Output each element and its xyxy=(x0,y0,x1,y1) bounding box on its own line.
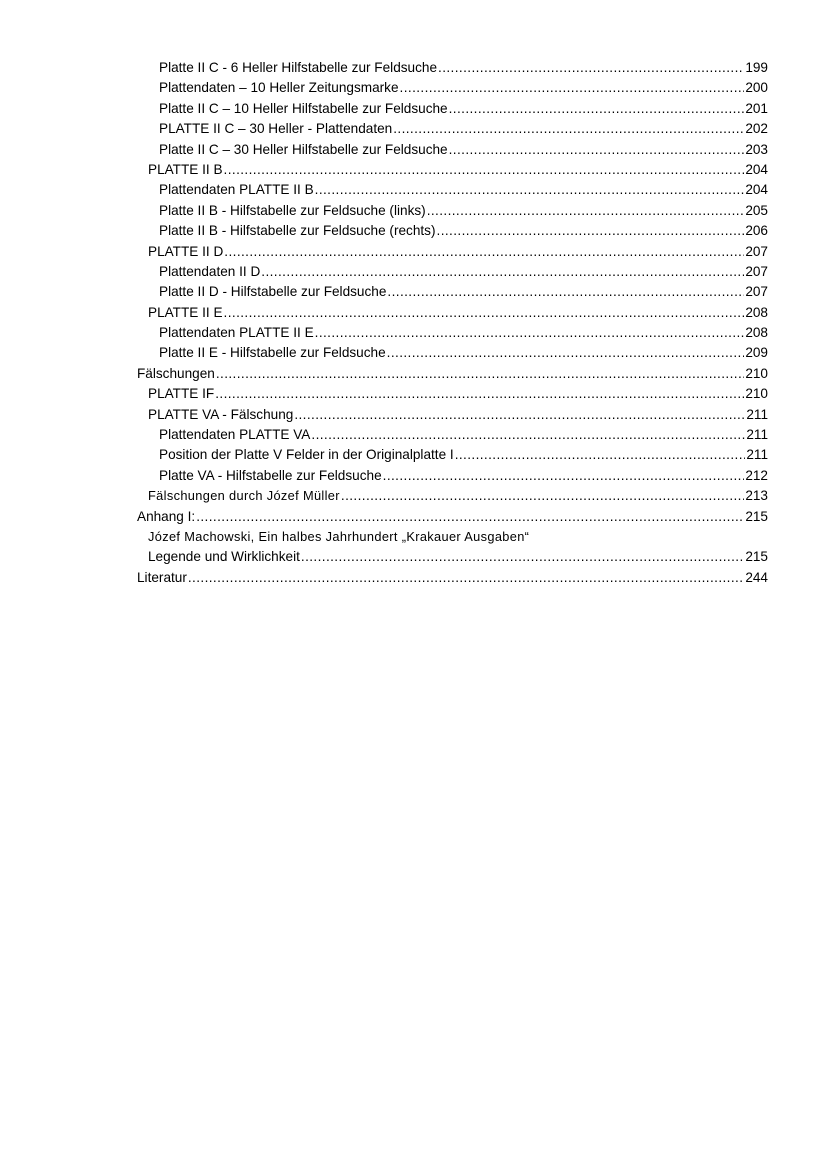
toc-entry[interactable] xyxy=(137,78,768,98)
toc-dot-leader xyxy=(301,547,744,567)
toc-entry-page: 203 xyxy=(745,141,768,157)
toc-entry-page: 204 xyxy=(745,182,768,198)
toc-dot-leader xyxy=(224,160,745,180)
toc-entry-page: 205 xyxy=(745,202,768,218)
toc-dot-leader xyxy=(224,303,745,323)
toc-entry-page: 211 xyxy=(746,447,768,463)
toc-entry-title: Fälschungen durch Józef Müller xyxy=(148,488,340,504)
toc-entry-title: Platte II B - Hilfstabelle zur Feldsuche (links) xyxy=(159,202,426,218)
toc-entry[interactable] xyxy=(137,140,768,160)
toc-entry[interactable] xyxy=(137,201,768,221)
toc-entry-page: 210 xyxy=(745,386,768,402)
toc-entry-page: 213 xyxy=(745,488,768,504)
toc-entry-title: Position der Platte V Felder in der Originalplatte I xyxy=(159,447,454,463)
table-of-contents xyxy=(137,58,768,588)
toc-dot-leader xyxy=(438,58,744,78)
toc-entry-title: Anhang I: xyxy=(137,508,196,524)
toc-entry[interactable] xyxy=(137,323,768,343)
toc-entry-title: Plattendaten PLATTE VA xyxy=(159,427,311,443)
toc-entry[interactable] xyxy=(137,405,768,425)
toc-dot-leader xyxy=(341,486,744,506)
toc-entry[interactable] xyxy=(137,160,768,180)
toc-entry-page: 211 xyxy=(746,406,768,422)
toc-dot-leader xyxy=(196,507,744,527)
toc-entry[interactable] xyxy=(137,262,768,282)
toc-entry-title-line[interactable]: Józef Machowski, Ein halbes Jahrhundert „Krakauer Ausgaben“ xyxy=(148,528,530,544)
toc-entry[interactable] xyxy=(137,568,768,588)
toc-entry-title: PLATTE II D xyxy=(148,243,224,259)
toc-entry[interactable] xyxy=(137,343,768,363)
toc-entry[interactable] xyxy=(137,58,768,78)
toc-dot-leader xyxy=(315,180,745,200)
toc-entry-page: 201 xyxy=(745,100,768,116)
toc-entry-page: 208 xyxy=(745,304,768,320)
toc-entry-title: Platte II E - Hilfstabelle zur Feldsuche xyxy=(159,345,386,361)
toc-dot-leader xyxy=(188,568,744,588)
toc-entry[interactable] xyxy=(137,466,768,486)
toc-dot-leader xyxy=(400,78,745,98)
toc-dot-leader xyxy=(294,405,745,425)
toc-entry-title: PLATTE VA - Fälschung xyxy=(148,406,294,422)
toc-entry-page: 209 xyxy=(745,345,768,361)
toc-entry-title: Plattendaten II D xyxy=(159,263,261,279)
toc-entry-title: PLATTE IF xyxy=(148,386,215,402)
toc-entry-title: Platte II D - Hilfstabelle zur Feldsuche xyxy=(159,284,387,300)
toc-entry[interactable] xyxy=(137,364,768,384)
toc-dot-leader xyxy=(315,323,745,343)
toc-entry[interactable] xyxy=(137,445,768,465)
toc-dot-leader xyxy=(449,99,745,119)
toc-entry-page: 210 xyxy=(745,365,768,381)
toc-entry-title: Platte II C - 6 Heller Hilfstabelle zur Feldsuche xyxy=(159,60,438,75)
toc-dot-leader xyxy=(383,466,745,486)
toc-entry-title: Platte VA - Hilfstabelle zur Feldsuche xyxy=(159,467,382,483)
toc-entry-page: 211 xyxy=(746,427,768,443)
toc-entry[interactable] xyxy=(137,303,768,323)
toc-dot-leader xyxy=(437,221,745,241)
toc-dot-leader xyxy=(455,445,746,465)
toc-entry-title: PLATTE II E xyxy=(148,304,223,320)
toc-entry-title: Platte II C – 10 Heller Hilfstabelle zur Feldsuche xyxy=(159,100,448,116)
toc-entry-title: PLATTE II B xyxy=(148,161,223,177)
toc-entry-page: 202 xyxy=(745,121,768,137)
toc-entry-title: Legende und Wirklichkeit xyxy=(148,549,300,565)
toc-entry[interactable] xyxy=(137,180,768,200)
toc-dot-leader xyxy=(387,282,744,302)
toc-entry[interactable] xyxy=(137,221,768,241)
toc-entry-page: 207 xyxy=(745,243,768,259)
toc-entry-page: 207 xyxy=(745,263,768,279)
toc-entry-page: 204 xyxy=(745,161,768,177)
toc-entry-page: 244 xyxy=(745,569,768,585)
toc-dot-leader xyxy=(427,201,745,221)
toc-dot-leader xyxy=(449,140,745,160)
toc-entry[interactable] xyxy=(137,384,768,404)
toc-dot-leader xyxy=(387,343,745,363)
toc-entry-title: PLATTE II C – 30 Heller - Plattendaten xyxy=(159,121,393,137)
toc-entry[interactable] xyxy=(137,99,768,119)
toc-entry-page: 200 xyxy=(745,80,768,96)
toc-entry[interactable] xyxy=(137,119,768,139)
toc-entry-title: Platte II C – 30 Heller Hilfstabelle zur Feldsuche xyxy=(159,141,448,157)
toc-entry[interactable] xyxy=(137,425,768,445)
toc-dot-leader xyxy=(216,364,744,384)
toc-entry-title: Literatur xyxy=(137,569,187,585)
toc-entry[interactable] xyxy=(137,507,768,527)
toc-dot-leader xyxy=(224,242,744,262)
toc-entry-title: Plattendaten PLATTE II B xyxy=(159,182,314,198)
toc-dot-leader xyxy=(261,262,744,282)
toc-dot-leader xyxy=(311,425,745,445)
toc-dot-leader xyxy=(393,119,744,139)
toc-entry-page: 206 xyxy=(745,223,768,239)
toc-entry-page: 207 xyxy=(745,284,768,300)
toc-entry-title: Plattendaten PLATTE II E xyxy=(159,325,314,341)
toc-entry[interactable] xyxy=(137,486,768,506)
toc-dot-leader xyxy=(215,384,744,404)
toc-entry-page: 215 xyxy=(745,508,768,524)
toc-entry-page: 212 xyxy=(745,467,768,483)
toc-entry-title: Plattendaten – 10 Heller Zeitungsmarke xyxy=(159,80,399,96)
toc-entry[interactable] xyxy=(137,547,768,567)
toc-entry-page: 199 xyxy=(745,60,768,75)
toc-entry-title: Fälschungen xyxy=(137,365,215,381)
toc-entry-title: Platte II B - Hilfstabelle zur Feldsuche (rechts) xyxy=(159,223,436,239)
toc-entry-page: 208 xyxy=(745,325,768,341)
toc-entry[interactable] xyxy=(137,242,768,262)
toc-entry-page: 215 xyxy=(745,549,768,565)
toc-entry[interactable] xyxy=(137,282,768,302)
